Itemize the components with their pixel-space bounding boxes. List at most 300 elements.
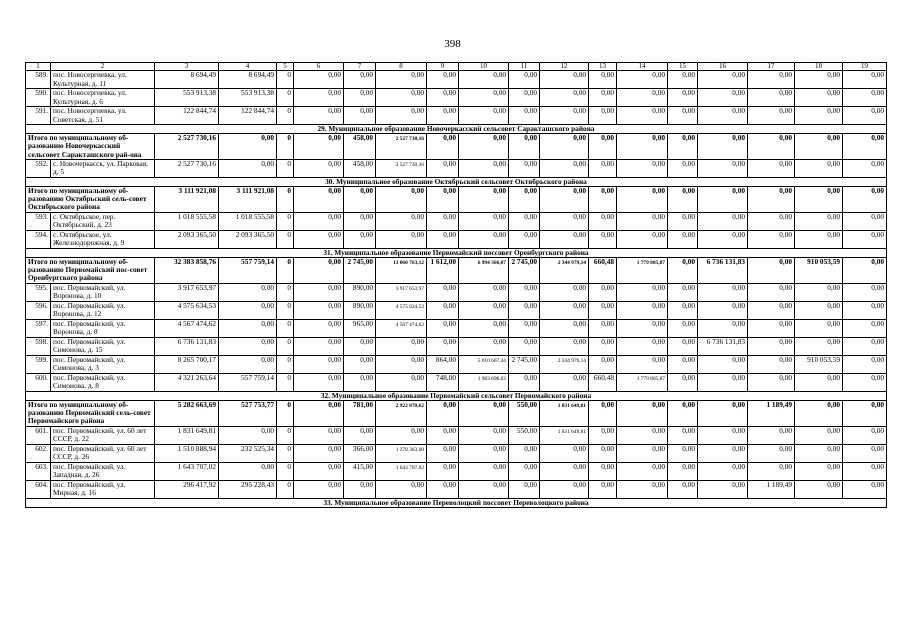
value-cell: 890,00: [344, 283, 376, 301]
table-row: [26, 71, 887, 89]
value-cell: 1 018 555,58: [155, 212, 219, 230]
value-cell: 0,00: [617, 283, 668, 301]
total-row: [26, 400, 887, 426]
value-cell: 0,00: [427, 71, 459, 89]
address-cell: пос. Первомайский, ул. Воронова, д. 12: [51, 301, 155, 319]
total-value-cell: 0,00: [843, 186, 887, 212]
value-cell: 0,00: [698, 107, 748, 125]
value-cell: 0,00: [540, 337, 589, 355]
row-number: 602.: [26, 444, 51, 462]
value-cell: 415,00: [344, 462, 376, 480]
value-cell: 0,00: [219, 301, 277, 319]
row-number: 596.: [26, 301, 51, 319]
value-cell: 0,00: [589, 107, 617, 125]
value-cell: 1 643 707,02: [155, 462, 219, 480]
value-cell: 0,00: [509, 89, 540, 107]
address-cell: пос. Первомайский, ул. Симонова, д. 8: [51, 373, 155, 391]
value-cell: [617, 373, 668, 391]
value-cell: 0,00: [698, 212, 748, 230]
column-number: 10: [459, 63, 509, 71]
value-cell: 0,00: [294, 426, 344, 444]
section-heading: 33. Муниципальное образование Переволоцкий поссовет Переволоцкого района: [26, 498, 887, 507]
value-cell: 0,00: [344, 355, 376, 373]
value-text: 1 779 805,87: [636, 259, 665, 266]
value-cell: 0,00: [509, 480, 540, 498]
value-cell: 0,00: [795, 212, 843, 230]
row-number: 599.: [26, 355, 51, 373]
value-cell: 0,00: [509, 283, 540, 301]
value-cell: 0,00: [376, 426, 427, 444]
value-cell: 553 913,38: [155, 89, 219, 107]
table-body: [26, 63, 887, 508]
value-cell: [376, 444, 427, 462]
column-number: 14: [617, 63, 668, 71]
value-cell: 0,00: [294, 480, 344, 498]
value-cell: 0,00: [376, 480, 427, 498]
value-cell: 0,00: [795, 283, 843, 301]
value-cell: 0,00: [509, 444, 540, 462]
value-cell: 0,00: [589, 462, 617, 480]
address-cell: пос. Новосергиевка, ул. Культурная, д. 6: [51, 89, 155, 107]
value-text: 6 994 366,07: [477, 259, 506, 266]
total-row: [26, 134, 887, 160]
value-cell: 4 321 263,64: [155, 373, 219, 391]
total-value-cell: 0,00: [748, 186, 795, 212]
value-cell: 0,00: [617, 319, 668, 337]
value-cell: 0,00: [843, 319, 887, 337]
value-cell: 0,00: [748, 337, 795, 355]
total-value-cell: 660,48: [589, 257, 617, 283]
total-value-cell: [376, 400, 427, 426]
value-cell: 0,00: [459, 426, 509, 444]
section-heading-row: [26, 125, 887, 134]
value-cell: 0,00: [589, 283, 617, 301]
total-value-cell: 0: [277, 400, 294, 426]
value-cell: 0,00: [509, 373, 540, 391]
total-value-cell: 0,00: [589, 134, 617, 160]
value-text: 1 643 707,02: [395, 464, 424, 471]
value-cell: 0,00: [294, 230, 344, 248]
value-cell: [376, 283, 427, 301]
value-cell: 553 913,38: [219, 89, 277, 107]
value-cell: 660,48: [589, 373, 617, 391]
value-cell: 0,00: [427, 444, 459, 462]
total-value-cell: 32 383 858,76: [155, 257, 219, 283]
value-cell: 0: [277, 373, 294, 391]
total-value-cell: 458,00: [344, 134, 376, 160]
value-cell: 0,00: [344, 337, 376, 355]
value-cell: 0,00: [589, 426, 617, 444]
value-cell: 0,00: [748, 159, 795, 177]
value-cell: 0,00: [843, 71, 887, 89]
value-cell: 0,00: [589, 212, 617, 230]
value-cell: 0,00: [617, 159, 668, 177]
value-cell: 0,00: [843, 444, 887, 462]
total-value-cell: 527 753,77: [219, 400, 277, 426]
total-value-cell: 781,00: [344, 400, 376, 426]
value-cell: 557 759,14: [219, 373, 277, 391]
total-value-cell: 0,00: [589, 400, 617, 426]
value-cell: 0,00: [748, 283, 795, 301]
table-row: [26, 373, 887, 391]
value-text: 1 831 649,81: [557, 428, 586, 435]
value-cell: 366,00: [344, 444, 376, 462]
data-table: [25, 62, 887, 508]
column-number: 18: [795, 63, 843, 71]
row-number: 594.: [26, 230, 51, 248]
value-cell: 0,00: [427, 480, 459, 498]
total-value-cell: 0: [277, 257, 294, 283]
value-cell: 0,00: [698, 159, 748, 177]
value-cell: 0,00: [376, 71, 427, 89]
table-row: [26, 337, 887, 355]
value-cell: 0,00: [795, 337, 843, 355]
value-cell: [540, 426, 589, 444]
value-cell: 0,00: [668, 283, 698, 301]
value-cell: 0,00: [294, 462, 344, 480]
address-cell: с. Октябрьское, пер. Октябрьский, д. 23: [51, 212, 155, 230]
total-label: Итого по муниципальному об-разованию Первомайский сель-совет Первомайского района: [26, 400, 155, 426]
value-cell: 1 189,49: [748, 480, 795, 498]
total-value-cell: 0,00: [698, 400, 748, 426]
value-cell: 0,00: [427, 230, 459, 248]
value-cell: 0,00: [843, 480, 887, 498]
value-cell: 0,00: [589, 89, 617, 107]
total-value-cell: 0,00: [589, 186, 617, 212]
value-text: 1 983 698,63: [477, 375, 506, 382]
value-cell: 4 575 634,53: [155, 301, 219, 319]
value-cell: 890,00: [344, 301, 376, 319]
value-cell: 0: [277, 230, 294, 248]
value-cell: 0,00: [427, 107, 459, 125]
value-cell: 0,00: [748, 212, 795, 230]
column-number: 17: [748, 63, 795, 71]
table-row: [26, 107, 887, 125]
row-number: 589.: [26, 71, 51, 89]
row-number: 595.: [26, 283, 51, 301]
value-cell: 0,00: [698, 426, 748, 444]
value-cell: 748,00: [427, 373, 459, 391]
value-cell: 0,00: [843, 212, 887, 230]
value-cell: 0,00: [294, 444, 344, 462]
row-number: 604.: [26, 480, 51, 498]
value-text: 1 779 805,87: [636, 375, 665, 382]
value-cell: 0,00: [795, 444, 843, 462]
value-cell: [376, 462, 427, 480]
value-cell: 0,00: [843, 426, 887, 444]
value-cell: 0,00: [748, 319, 795, 337]
address-cell: пос. Новосергиевка, ул. Советская, д. 51: [51, 107, 155, 125]
value-cell: 295 228,43: [219, 480, 277, 498]
value-cell: 0,00: [698, 444, 748, 462]
column-number: 19: [843, 63, 887, 71]
value-cell: 458,00: [344, 159, 376, 177]
value-cell: 0,00: [509, 337, 540, 355]
value-cell: 3 917 653,97: [155, 283, 219, 301]
value-text: 2 527 730,16: [395, 161, 424, 168]
row-number: 598.: [26, 337, 51, 355]
value-cell: 1 018 555,58: [219, 212, 277, 230]
value-cell: 0,00: [540, 107, 589, 125]
value-cell: 0,00: [668, 89, 698, 107]
value-cell: 0,00: [668, 159, 698, 177]
address-cell: пос. Новосергиевка, ул. Культурная, д. 11: [51, 71, 155, 89]
address-cell: с. Новочеркасск, ул. Парковая, д. 5: [51, 159, 155, 177]
value-cell: 0,00: [540, 301, 589, 319]
table-row: [26, 462, 887, 480]
total-value-cell: 0,00: [427, 400, 459, 426]
address-cell: пос. Первомайский, ул. 60 лет СССР, д. 22: [51, 426, 155, 444]
value-cell: 0,00: [843, 107, 887, 125]
value-cell: 0,00: [748, 426, 795, 444]
value-cell: 0,00: [427, 283, 459, 301]
value-cell: 6 736 131,83: [155, 337, 219, 355]
section-heading: 32. Муниципальное образование Первомайский сельсовет Первомайского района: [26, 391, 887, 400]
value-cell: 0,00: [376, 373, 427, 391]
value-cell: 0,00: [459, 230, 509, 248]
total-value-cell: [376, 257, 427, 283]
value-cell: 0,00: [668, 337, 698, 355]
value-cell: 0,00: [509, 107, 540, 125]
section-heading-row: [26, 248, 887, 257]
total-value-cell: 2 527 730,16: [155, 134, 219, 160]
value-cell: 0,00: [294, 212, 344, 230]
value-cell: 550,00: [509, 426, 540, 444]
column-number: 8: [376, 63, 427, 71]
value-cell: 0,00: [344, 71, 376, 89]
value-cell: 0,00: [698, 71, 748, 89]
column-number: 16: [698, 63, 748, 71]
value-cell: 0,00: [748, 462, 795, 480]
total-value-cell: [459, 257, 509, 283]
value-cell: 0,00: [540, 89, 589, 107]
value-cell: 0,00: [668, 212, 698, 230]
value-cell: 1 831 649,81: [155, 426, 219, 444]
address-cell: пос. Первомайский, ул. Симонова, д. 15: [51, 337, 155, 355]
value-cell: 0,00: [294, 337, 344, 355]
value-cell: 0,00: [344, 89, 376, 107]
address-cell: пос. Первомайский, ул. Западная, д. 26: [51, 462, 155, 480]
value-cell: 0,00: [668, 301, 698, 319]
address-cell: пос. Первомайский, ул. Мирная, д. 16: [51, 480, 155, 498]
value-cell: 0,00: [459, 301, 509, 319]
value-cell: 0,00: [294, 301, 344, 319]
value-cell: 232 525,34: [219, 444, 277, 462]
table-row: [26, 212, 887, 230]
total-value-cell: 0,00: [459, 400, 509, 426]
section-heading: 30. Муниципальное образование Октябрьский сельсовет Октябрьского района: [26, 177, 887, 186]
value-cell: 0,00: [843, 373, 887, 391]
value-cell: [376, 159, 427, 177]
column-number: 5: [277, 63, 294, 71]
value-cell: 0,00: [617, 107, 668, 125]
value-cell: 0,00: [427, 301, 459, 319]
value-cell: 0,00: [294, 159, 344, 177]
total-value-cell: [376, 134, 427, 160]
row-number: 603.: [26, 462, 51, 480]
value-cell: 0,00: [219, 319, 277, 337]
value-cell: 4 567 474,62: [155, 319, 219, 337]
value-cell: 0,00: [376, 212, 427, 230]
row-number: 590.: [26, 89, 51, 107]
value-cell: 296 417,92: [155, 480, 219, 498]
column-number: 9: [427, 63, 459, 71]
total-value-cell: 0,00: [843, 400, 887, 426]
value-cell: 0,00: [540, 462, 589, 480]
value-cell: 0,00: [617, 355, 668, 373]
row-number: 593.: [26, 212, 51, 230]
value-cell: 0,00: [459, 283, 509, 301]
value-cell: 0,00: [376, 230, 427, 248]
total-value-cell: 910 053,59: [795, 257, 843, 283]
value-cell: 0,00: [459, 444, 509, 462]
value-cell: 0,00: [795, 426, 843, 444]
value-cell: 0,00: [698, 373, 748, 391]
address-cell: пос. Первомайский, ул. Воронова, д. 8: [51, 319, 155, 337]
value-cell: 0,00: [427, 319, 459, 337]
value-cell: 0,00: [748, 230, 795, 248]
total-value-cell: 0,00: [376, 186, 427, 212]
total-value-cell: [540, 257, 589, 283]
value-cell: 0,00: [294, 71, 344, 89]
value-cell: [459, 355, 509, 373]
value-cell: 0,00: [795, 301, 843, 319]
value-cell: 0,00: [540, 444, 589, 462]
value-text: 1 278 363,60: [395, 446, 424, 453]
value-cell: 8 694,49: [219, 71, 277, 89]
row-number: 592.: [26, 159, 51, 177]
table-row: [26, 230, 887, 248]
value-cell: 0,00: [459, 159, 509, 177]
value-cell: 0,00: [748, 444, 795, 462]
value-cell: 0,00: [219, 462, 277, 480]
value-cell: 0,00: [795, 462, 843, 480]
total-value-cell: 2 745,00: [344, 257, 376, 283]
value-cell: 0,00: [540, 71, 589, 89]
value-cell: 0,00: [294, 373, 344, 391]
value-cell: 0,00: [344, 480, 376, 498]
total-value-cell: 0,00: [795, 186, 843, 212]
value-cell: 0,00: [617, 480, 668, 498]
total-value-cell: 0,00: [540, 186, 589, 212]
value-cell: 0,00: [427, 89, 459, 107]
value-cell: 2 527 730,16: [155, 159, 219, 177]
row-number: 591.: [26, 107, 51, 125]
address-cell: с. Октябрьское, ул. Железнодорожная, д. 9: [51, 230, 155, 248]
total-value-cell: 0,00: [540, 134, 589, 160]
value-text: 4 567 474,62: [395, 321, 424, 328]
value-cell: 0,00: [795, 89, 843, 107]
value-cell: 0,00: [294, 89, 344, 107]
value-cell: 0: [277, 355, 294, 373]
total-value-cell: 0,00: [668, 400, 698, 426]
value-cell: 6 736 131,83: [698, 337, 748, 355]
total-value-cell: 3 111 921,08: [219, 186, 277, 212]
value-cell: 0,00: [344, 373, 376, 391]
total-value-cell: 0,00: [509, 134, 540, 160]
value-cell: 122 844,74: [219, 107, 277, 125]
value-cell: 0: [277, 89, 294, 107]
value-cell: 0,00: [509, 71, 540, 89]
value-text: 4 575 634,53: [395, 303, 424, 310]
value-cell: 0,00: [843, 301, 887, 319]
value-text: 3 917 653,97: [395, 285, 424, 292]
value-cell: 0,00: [748, 355, 795, 373]
table-row: [26, 89, 887, 107]
value-cell: 0,00: [748, 107, 795, 125]
value-cell: 0,00: [795, 230, 843, 248]
section-heading-row: [26, 177, 887, 186]
value-cell: 0,00: [509, 230, 540, 248]
value-cell: 122 844,74: [155, 107, 219, 125]
value-cell: 0,00: [219, 159, 277, 177]
value-cell: 0,00: [748, 71, 795, 89]
value-cell: 0,00: [698, 319, 748, 337]
value-cell: 0,00: [617, 462, 668, 480]
total-value-cell: 0,00: [344, 186, 376, 212]
total-value-cell: 0,00: [748, 134, 795, 160]
total-value-cell: 0,00: [509, 186, 540, 212]
value-cell: 0,00: [668, 444, 698, 462]
value-cell: 0,00: [219, 283, 277, 301]
value-cell: 0,00: [344, 107, 376, 125]
value-cell: 0,00: [344, 212, 376, 230]
value-cell: 0,00: [698, 462, 748, 480]
total-value-cell: 6 736 131,83: [698, 257, 748, 283]
value-cell: 0,00: [617, 301, 668, 319]
total-value-cell: 0,00: [459, 134, 509, 160]
section-heading: 31. Муниципальное образование Первомайский поссовет Оренбургского района: [26, 248, 887, 257]
section-heading: 29. Муниципальное образование Новочеркасский сельсовет Саракташского района: [26, 125, 887, 134]
value-text: 2 344 979,14: [557, 357, 586, 364]
value-cell: 0,00: [459, 480, 509, 498]
value-cell: 0,00: [459, 89, 509, 107]
value-cell: 0,00: [376, 107, 427, 125]
value-cell: 0,00: [540, 230, 589, 248]
value-cell: 0,00: [509, 462, 540, 480]
value-cell: 0,00: [795, 159, 843, 177]
value-cell: 0,00: [509, 212, 540, 230]
value-cell: 965,00: [344, 319, 376, 337]
value-cell: 0,00: [617, 71, 668, 89]
total-value-cell: 550,00: [509, 400, 540, 426]
page-number: 398: [444, 38, 461, 50]
value-text: 2 922 070,62: [395, 402, 424, 409]
value-cell: 0,00: [843, 462, 887, 480]
value-cell: 0,00: [589, 301, 617, 319]
value-cell: 0,00: [843, 355, 887, 373]
value-cell: 0,00: [795, 373, 843, 391]
value-cell: 0,00: [589, 337, 617, 355]
value-cell: 0,00: [589, 444, 617, 462]
value-cell: 0,00: [795, 480, 843, 498]
value-cell: 0,00: [540, 212, 589, 230]
total-value-cell: 0,00: [843, 134, 887, 160]
value-cell: 0,00: [795, 71, 843, 89]
value-text: 2 527 730,16: [395, 136, 424, 142]
total-value-cell: 0,00: [294, 400, 344, 426]
total-value-cell: 557 759,14: [219, 257, 277, 283]
total-row: [26, 186, 887, 212]
total-value-cell: 5 282 663,69: [155, 400, 219, 426]
value-cell: 0,00: [668, 319, 698, 337]
value-cell: 0,00: [668, 71, 698, 89]
total-value-cell: 0,00: [698, 134, 748, 160]
value-cell: 8 265 700,17: [155, 355, 219, 373]
value-cell: 0,00: [459, 337, 509, 355]
total-value-cell: 1 189,49: [748, 400, 795, 426]
value-cell: 0,00: [589, 71, 617, 89]
